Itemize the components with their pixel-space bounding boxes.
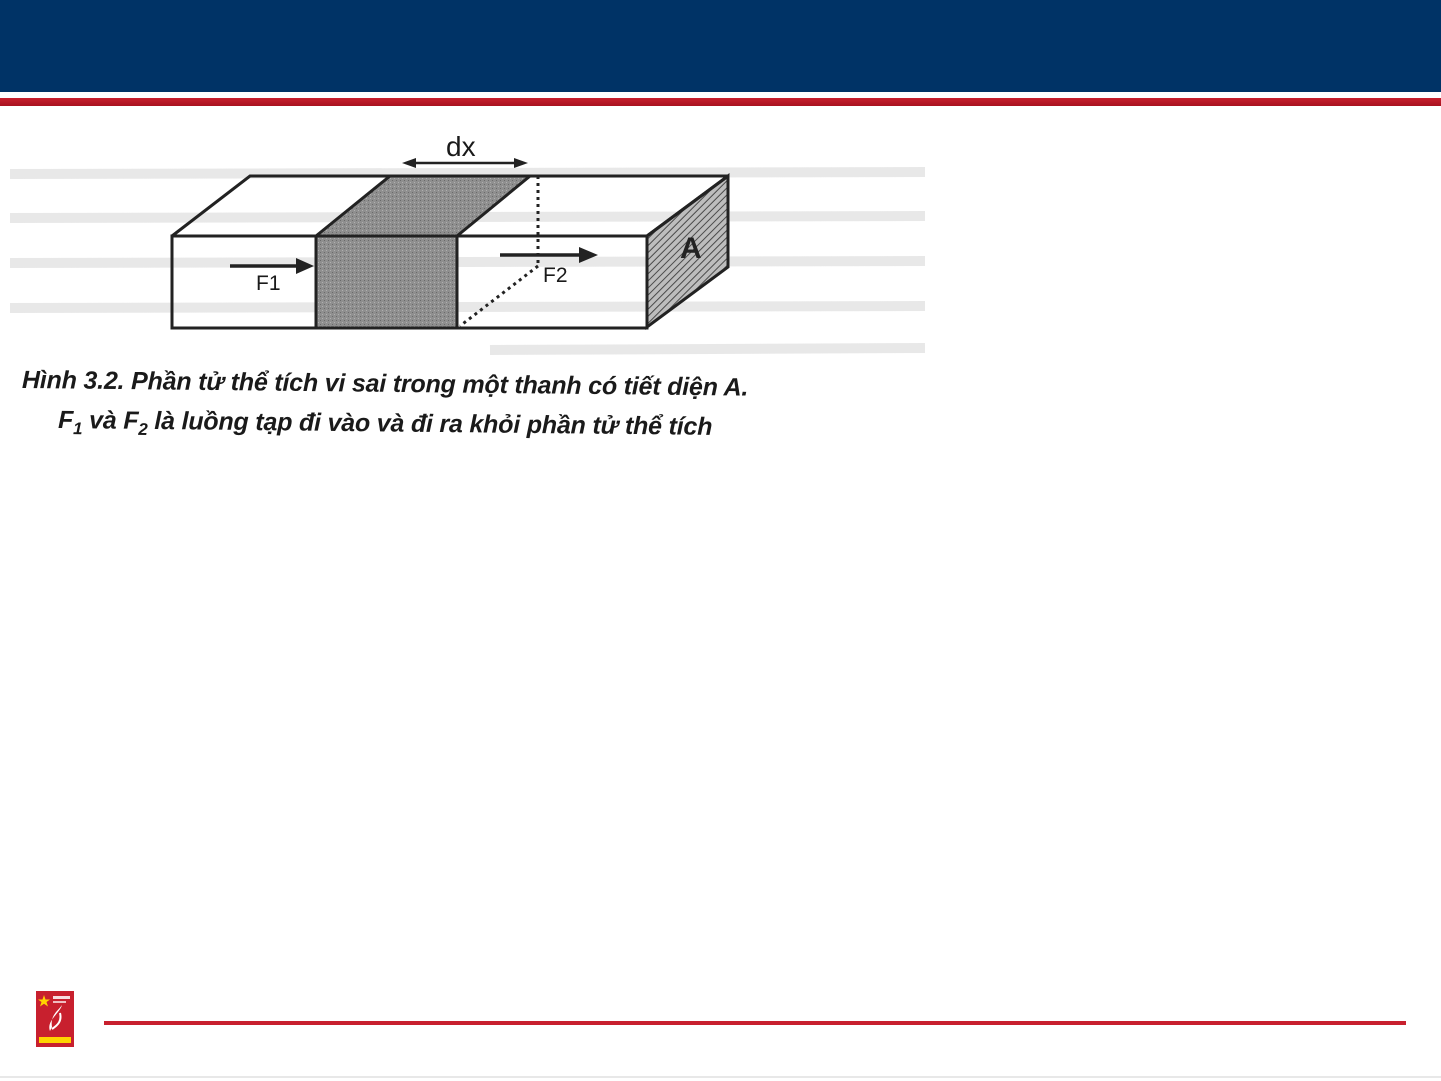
bach-khoa-logo-icon [36, 991, 74, 1047]
caption-line-1: Hình 3.2. Phần tử thể tích vi sai trong một thanh có tiết diện A. [21, 366, 749, 402]
caption-line-2 [58, 406, 713, 446]
header-red-stripe [0, 98, 1441, 106]
dx-label: dx [446, 131, 476, 162]
hidden-edge-diagonal [460, 266, 538, 326]
dx-arrow-right-head [514, 158, 528, 168]
slice-front-face [316, 236, 457, 328]
footer-red-line [104, 1021, 1406, 1025]
slice-top-face [316, 176, 530, 236]
f1-label: F1 [256, 272, 281, 295]
caption-f2: F [123, 406, 139, 435]
f2-label: F2 [543, 264, 568, 287]
caption-joiner: và [82, 406, 124, 435]
caption-f1: F [57, 406, 74, 435]
header-bar [0, 0, 1441, 92]
caption-f1-subscript: 1 [72, 419, 83, 439]
area-label: A [680, 232, 702, 265]
caption-f2-subscript: 2 [138, 419, 148, 439]
caption-rest: là luồng tạp đi vào và đi ra khỏi phần tử thể tích [147, 406, 713, 441]
dx-arrow-left-head [402, 158, 416, 168]
bottom-rule [0, 1076, 1441, 1078]
